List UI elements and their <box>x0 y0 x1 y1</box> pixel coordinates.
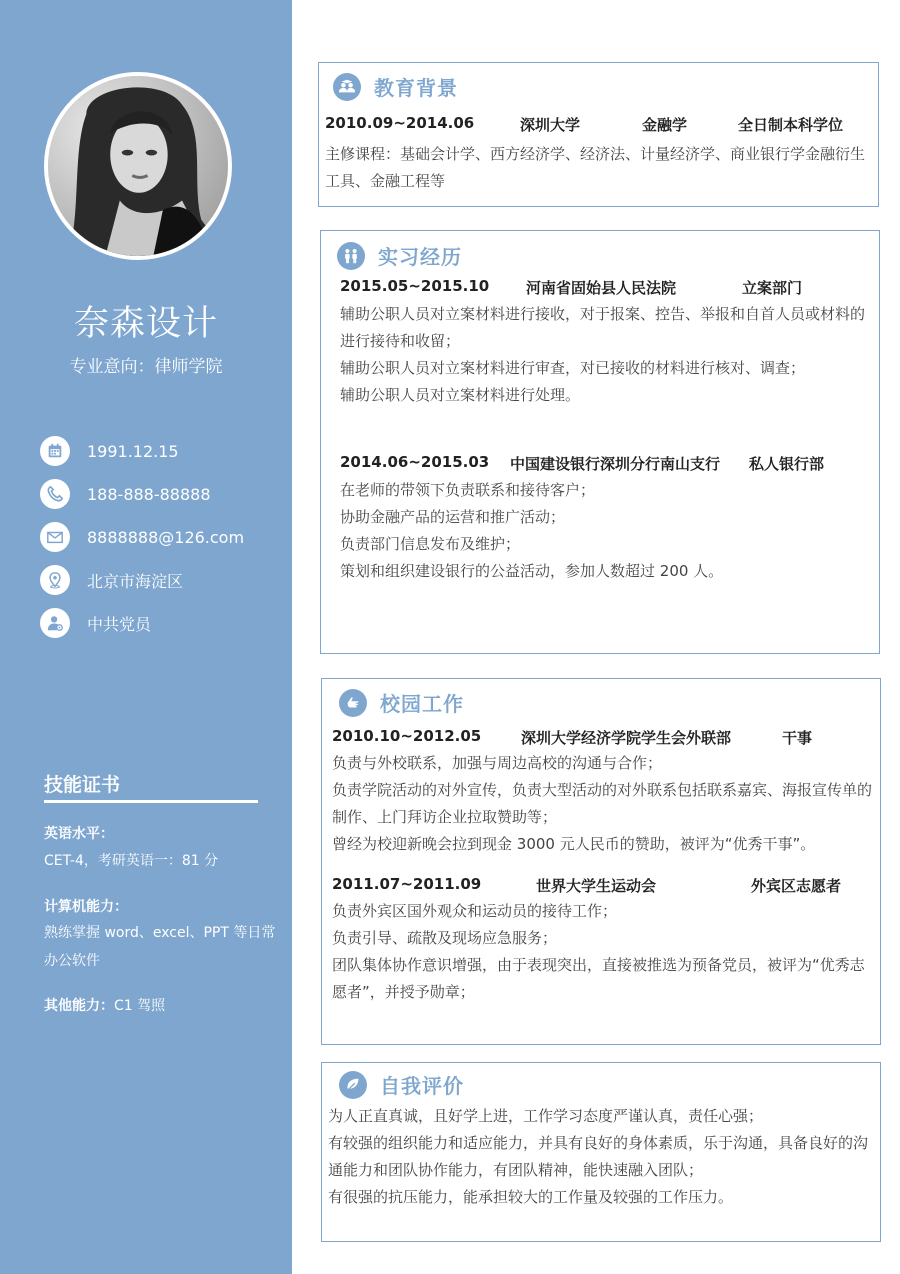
campus-title: 校园工作 <box>380 692 464 716</box>
education-row <box>325 114 865 134</box>
people-icon <box>337 242 365 270</box>
education-title: 教育背景 <box>374 76 458 100</box>
hand-icon <box>339 689 367 717</box>
contact-text: 8888888@126.com <box>87 527 245 547</box>
campus-desc-1 <box>332 750 877 858</box>
internship-dept: 立案部门 <box>742 279 803 297</box>
campus-date: 2011.07~2011.09 <box>332 875 482 893</box>
internship-row-2 <box>340 453 870 473</box>
computer-text: 熟练掌握 word、excel、PPT 等日常办公软件 <box>44 925 276 969</box>
campus-desc-2 <box>332 898 877 1006</box>
contact-text: 中共党员 <box>87 614 152 634</box>
internship-desc-1 <box>340 301 870 409</box>
profile-name: 奈森设计 <box>73 304 218 344</box>
campus-section <box>321 678 881 1045</box>
other-skill <box>44 995 165 1015</box>
graduation-icon <box>333 73 361 101</box>
desc-line: 负责学院活动的对外宣传，负责大型活动的对外联系包括联系嘉宾、海报宣传单的制作、上门拜访企业拉取赞助等； <box>332 781 873 826</box>
internship-date: 2014.06~2015.03 <box>340 453 490 471</box>
desc-line: 负责部门信息发布及维护； <box>340 535 521 553</box>
location-icon <box>40 565 70 595</box>
self-eval-header <box>339 1070 464 1099</box>
education-major: 金融学 <box>642 116 688 134</box>
internship-header <box>337 241 462 270</box>
desc-line: 负责与外校联系，加强与周边高校的沟通与合作； <box>332 754 663 772</box>
english-text: CET-4，考研英语一：81 分 <box>44 853 219 869</box>
desc-line: 协助金融产品的运营和推广活动； <box>340 508 566 526</box>
calendar-icon <box>40 436 70 466</box>
phone-icon <box>40 479 70 509</box>
desc-line: 有很强的抗压能力，能承担较大的工作量及较强的工作压力。 <box>328 1188 734 1206</box>
contact-birthday <box>40 435 179 467</box>
mail-icon <box>40 522 70 552</box>
contact-address <box>40 564 183 596</box>
education-degree: 全日制本科学位 <box>738 116 844 134</box>
english-label: 英语水平： <box>44 826 114 842</box>
education-courses: 主修课程：基础会计学、西方经济学、经济法、计量经济学、商业银行学金融衍生工具、金融工程等 <box>325 145 866 190</box>
campus-row-1 <box>332 727 872 747</box>
desc-line: 为人正直真诚，且好学上进，工作学习态度严谨认真，责任心强； <box>328 1107 764 1125</box>
self-eval-title: 自我评价 <box>380 1074 464 1098</box>
skills-divider <box>44 800 258 803</box>
user-icon <box>40 608 70 638</box>
campus-date: 2010.10~2012.05 <box>332 727 482 745</box>
desc-line: 负责外宾区国外观众和运动员的接待工作； <box>332 902 618 920</box>
contact-phone <box>40 478 211 510</box>
desc-line: 辅助公职人员对立案材料进行审查，对已接收的材料进行核对、调查； <box>340 359 806 377</box>
campus-header <box>339 688 464 717</box>
contact-email <box>40 521 244 553</box>
internship-org: 中国建设银行深圳分行南山支行 <box>510 455 721 473</box>
campus-role: 外宾区志愿者 <box>751 877 842 895</box>
profile-photo <box>44 72 232 260</box>
self-eval-section <box>321 1062 881 1242</box>
education-school: 深圳大学 <box>520 116 581 134</box>
education-header <box>333 72 458 101</box>
career-intent: 专业意向：律师学院 <box>69 357 223 377</box>
contact-text: 188-888-88888 <box>87 484 211 504</box>
computer-label: 计算机能力： <box>44 899 128 915</box>
self-eval-text <box>328 1103 876 1211</box>
desc-line: 策划和组织建设银行的公益活动，参加人数超过 200 人。 <box>340 562 724 580</box>
other-text: C1 驾照 <box>114 998 166 1014</box>
internship-section <box>320 230 880 654</box>
desc-line: 有较强的组织能力和适应能力，并具有良好的身体素质，乐于沟通，具备良好的沟通能力和团队协作能力，有团队精神，能快速融入团队； <box>328 1134 869 1179</box>
desc-line: 辅助公职人员对立案材料进行处理。 <box>340 386 581 404</box>
desc-line: 辅助公职人员对立案材料进行接收，对于报案、控告、举报和自首人员或材料的进行接待和收留； <box>340 305 866 350</box>
desc-line: 负责引导、疏散及现场应急服务； <box>332 929 558 947</box>
internship-org: 河南省固始县人民法院 <box>526 279 677 297</box>
desc-line: 团队集体协作意识增强，由于表现突出，直接被推选为预备党员，被评为“优秀志愿者”，并授予勋章； <box>332 956 865 1001</box>
internship-desc-2 <box>340 477 870 585</box>
campus-org: 世界大学生运动会 <box>536 877 657 895</box>
portrait-image <box>48 76 228 256</box>
contact-political <box>40 607 151 639</box>
education-section <box>318 62 879 207</box>
contact-text: 1991.12.15 <box>87 441 179 461</box>
campus-role: 干事 <box>782 729 813 747</box>
campus-row-2 <box>332 875 872 895</box>
sidebar <box>0 0 292 1274</box>
other-label: 其他能力： <box>44 998 114 1014</box>
internship-date: 2015.05~2015.10 <box>340 277 490 295</box>
desc-line: 在老师的带领下负责联系和接待客户； <box>340 481 596 499</box>
internship-row-1 <box>340 277 870 297</box>
desc-line: 曾经为校迎新晚会拉到现金 3000 元人民币的赞助，被评为“优秀干事”。 <box>332 835 816 853</box>
leaf-icon <box>339 1071 367 1099</box>
internship-dept: 私人银行部 <box>749 455 825 473</box>
internship-title: 实习经历 <box>378 245 462 269</box>
education-date: 2010.09~2014.06 <box>325 114 475 132</box>
campus-org: 深圳大学经济学院学生会外联部 <box>521 729 732 747</box>
contact-text: 北京市海淀区 <box>87 571 184 591</box>
skills-title: 技能证书 <box>44 774 121 796</box>
